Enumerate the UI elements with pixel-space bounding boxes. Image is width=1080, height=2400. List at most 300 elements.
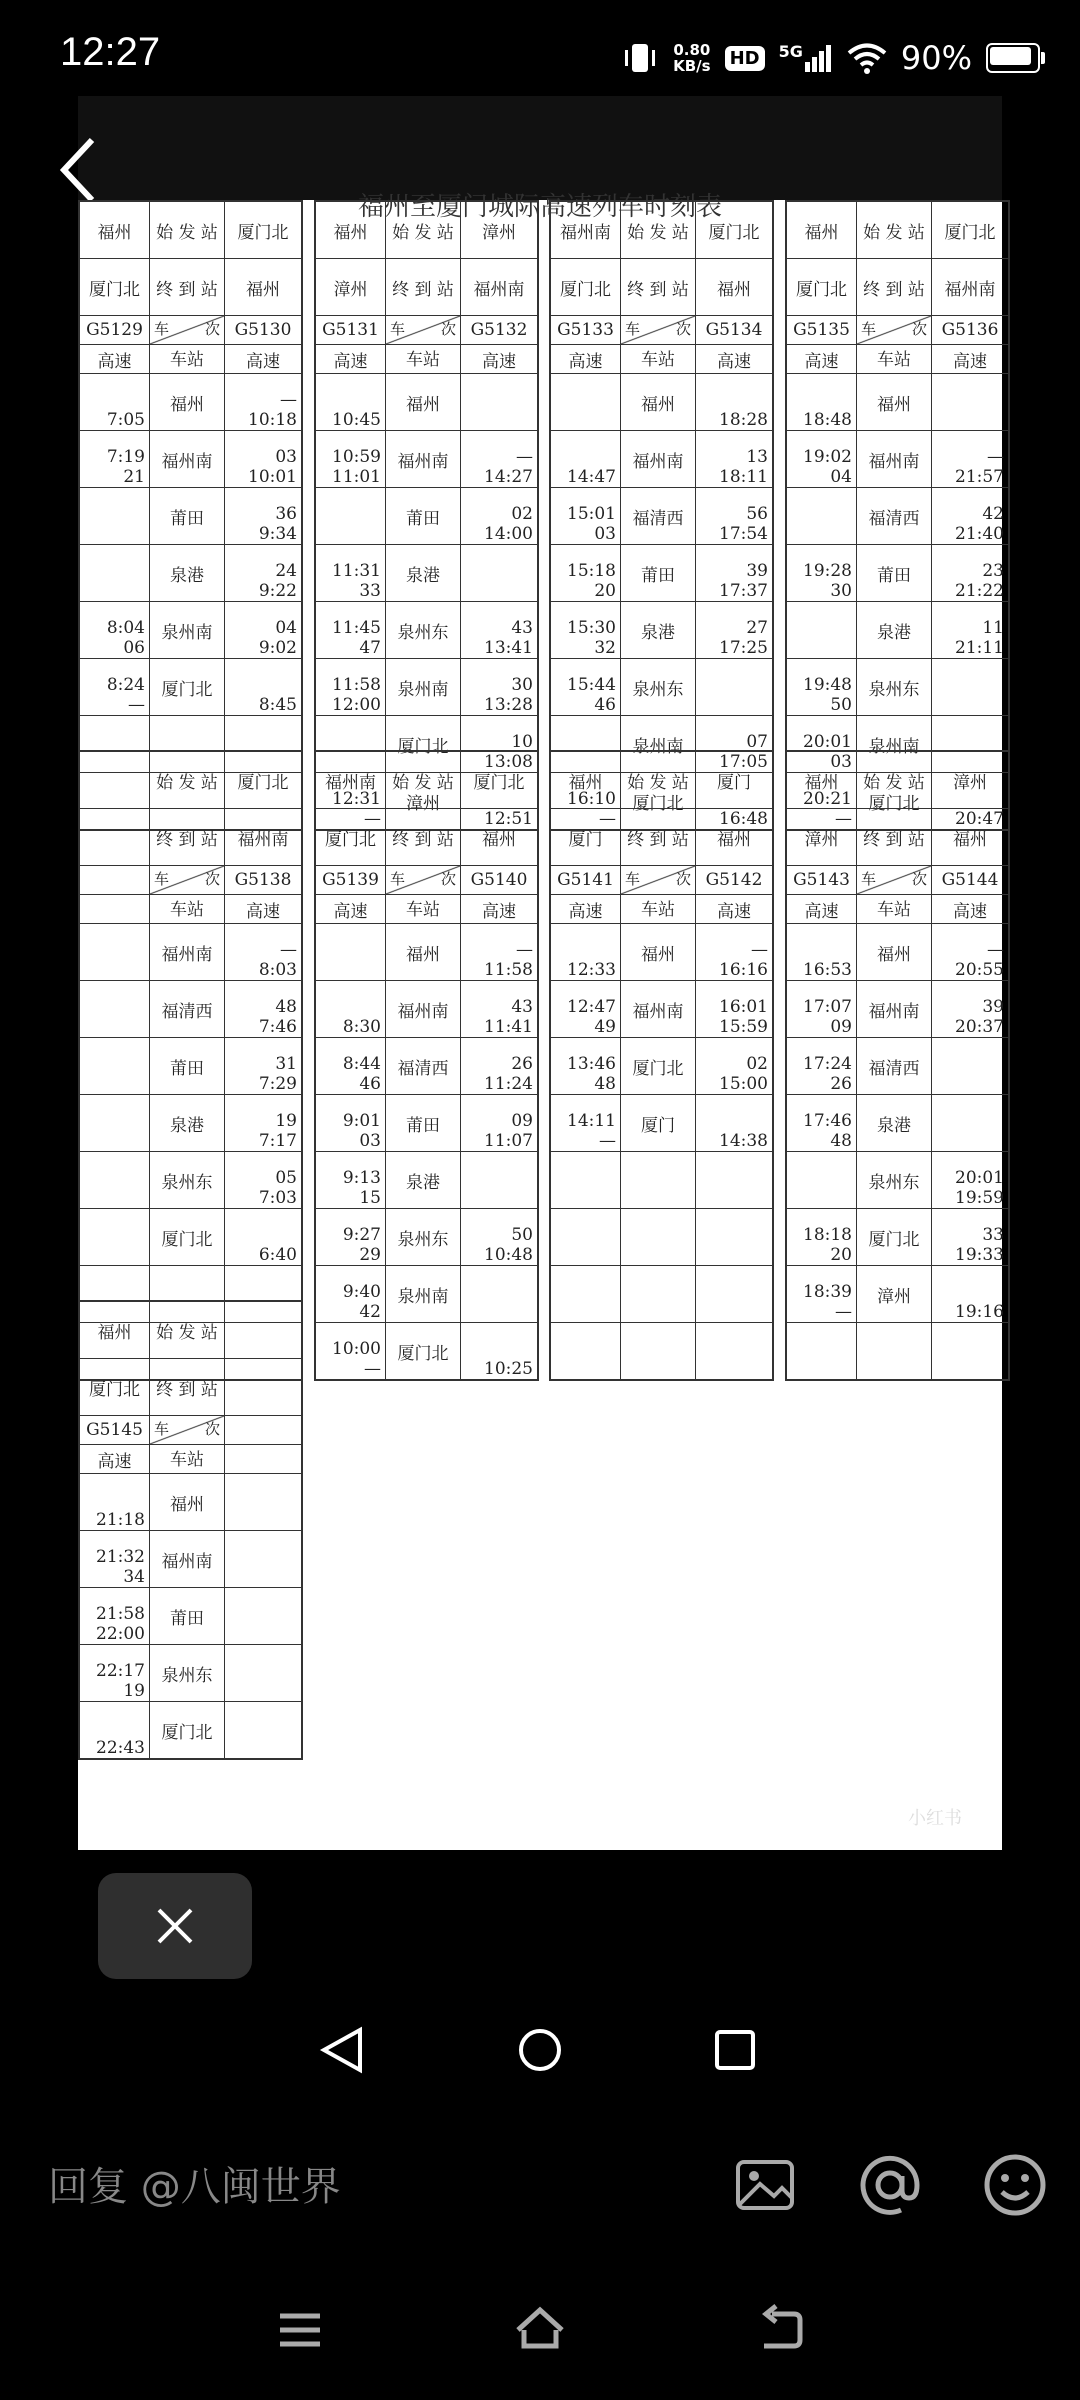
station-name: 厦门北 [621,1038,696,1094]
time-line: 13:46 [567,1054,616,1074]
arrival-departure-time [225,1038,301,1094]
time-line: 02 [746,1054,768,1074]
arrival-departure-time [461,1152,537,1208]
arrival-departure-time [316,488,386,544]
train-type: 高速 [80,345,150,373]
time-line: — [599,809,616,829]
station-name: 福州南 [621,431,696,487]
arrival-departure-time [225,1702,301,1758]
arrival-departure-time [461,374,537,430]
station-name: 厦门北 [150,1209,225,1265]
table-row [316,202,537,259]
time-line: 19:48 [803,675,852,695]
dest-station: 福州 [482,829,516,850]
station-name: 泉州东 [621,659,696,715]
station-name: 福清西 [857,488,932,544]
dest-station: 厦门北 [80,259,150,315]
train-type: 高速 [551,345,621,373]
time-line: 10:18 [248,410,297,430]
time-line: 8:04 [106,618,145,638]
table-row [551,1266,772,1323]
train-label: 车 [625,870,641,888]
time-line: 10:45 [332,410,381,430]
time-line: 20:37 [955,1017,1004,1037]
table-row [316,1323,537,1379]
train-number: G5143 [787,866,857,894]
number-label: 次 [675,870,691,888]
arrival-departure-time [225,1095,301,1151]
time-line: 20 [830,1245,852,1265]
table-row [316,602,537,659]
timetable-heading: 福州至厦门城际高速列车时刻表 [358,192,723,222]
table-row [80,1588,301,1645]
origin-station: 厦门北 [944,222,996,243]
arrival-departure-time [787,1266,857,1322]
origin-label: 始 发 站 [621,752,696,808]
dest-station: 福州南 [237,829,289,850]
table-row [787,488,1008,545]
time-line: 13:28 [484,695,533,715]
table-row [787,1152,1008,1209]
table-row [787,809,1008,866]
time-line: 21:18 [96,1510,145,1530]
time-line: 12:47 [567,997,616,1017]
arrival-departure-time [932,1095,1008,1151]
station-name: 福州南 [857,981,932,1037]
number-label: 次 [204,320,220,338]
image-icon[interactable] [730,2150,800,2220]
station-name: 泉州东 [386,1209,461,1265]
table-row [316,488,537,545]
station-name [857,1323,932,1379]
table-row [80,345,301,374]
number-label: 次 [204,870,220,888]
time-line: 7:19 [106,447,145,467]
timetable-image[interactable] [78,192,1004,1850]
station-name: 福州 [150,374,225,430]
table-row [316,752,537,809]
dest-label: 终 到 站 [150,809,225,865]
arrival-departure-time [551,488,621,544]
table-row [316,809,537,866]
train-number: G5140 [470,870,528,890]
arrival-departure-time [80,659,150,715]
arrival-departure-time [316,1095,386,1151]
timetable-block [78,750,303,1381]
arrival-departure-time [461,924,537,980]
time-line: 48 [275,997,297,1017]
table-row [316,895,537,924]
train-station-header-lower [857,895,932,923]
arrival-departure-time [787,545,857,601]
dest-label: 终 到 站 [621,259,696,315]
dest-label: 终 到 站 [857,259,932,315]
time-line: 8:45 [258,695,297,715]
arrival-departure-time [225,1645,301,1701]
origin-label: 始 发 站 [621,202,696,258]
origin-label: 始 发 站 [857,752,932,808]
arrival-departure-time [932,1266,1008,1322]
train-station-header-lower [621,345,696,373]
train-station-header [857,316,932,370]
station-name: 莆田 [150,488,225,544]
table-row [551,1323,772,1379]
arrival-departure-time [225,1152,301,1208]
station-name: 福州 [621,374,696,430]
time-line: 11:31 [332,561,381,581]
train-type: 高速 [717,351,751,372]
arrival-departure-time [696,981,772,1037]
table-row [80,1445,301,1474]
arrival-departure-time [787,374,857,430]
time-line: 20:01 [803,732,852,752]
table-row [551,809,772,866]
reply-input[interactable]: 回复 @八闽世界 [48,2164,341,2210]
table-row [787,752,1008,809]
table-row [551,659,772,716]
time-line: 17:46 [803,1111,852,1131]
time-line: 27 [746,618,768,638]
table-row [80,1038,301,1095]
arrival-departure-time [461,659,537,715]
train-type: 高速 [787,895,857,923]
time-line: 12:51 [484,809,533,829]
table-row [316,431,537,488]
station-label: 车站 [170,350,204,370]
origin-label: 始 发 站 [857,202,932,258]
arrival-departure-time [551,545,621,601]
table-row [80,981,301,1038]
time-line: 20:01 [955,1168,1004,1188]
time-line: 7:17 [258,1131,297,1151]
table-row [551,259,772,316]
time-line: 11:41 [484,1017,533,1037]
station-label: 车站 [406,900,440,920]
table-row [316,981,537,1038]
time-line: 21:58 [96,1604,145,1624]
time-line: — [599,1131,616,1151]
origin-station: 福州 [787,752,857,808]
arrival-departure-time [696,602,772,658]
time-line: 9:22 [258,581,297,601]
station-label: 车站 [641,900,675,920]
train-number [225,1416,301,1444]
back-arrow-icon[interactable] [52,130,108,210]
arrival-departure-time [787,488,857,544]
arrival-departure-time [696,545,772,601]
station-name: 泉州东 [857,1152,932,1208]
table-row [787,895,1008,924]
table-row [316,1266,537,1323]
arrival-departure-time [316,602,386,658]
arrival-departure-time [551,1209,621,1265]
train-type: 高速 [717,901,751,922]
station-name: 泉港 [386,1152,461,1208]
timetable-block [549,200,774,831]
origin-label: 始 发 站 [386,202,461,258]
time-line: 42 [359,1302,381,1322]
table-row [80,374,301,431]
origin-station [80,752,150,808]
station-name [621,1323,696,1379]
arrival-departure-time [225,924,301,980]
station-name: 福州 [857,924,932,980]
time-line: 9:13 [342,1168,381,1188]
arrival-departure-time [80,1209,150,1265]
emoji-icon[interactable] [980,2150,1050,2220]
train-type [80,895,150,923]
time-line: 21:57 [955,467,1004,487]
station-name: 福清西 [150,981,225,1037]
station-name: 泉港 [857,1095,932,1151]
time-line: 18:11 [719,467,768,487]
dest-station: 福州南 [473,279,525,300]
arrival-departure-time [80,1588,150,1644]
station-name: 厦门北 [386,716,461,772]
train-number [80,866,150,894]
time-line: 9:02 [258,638,297,658]
battery-percent: 90% [900,39,972,77]
time-line: 14:00 [484,524,533,544]
origin-station: 福州 [80,202,150,258]
arrival-departure-time [225,1531,301,1587]
time-line: 19 [275,1111,297,1131]
time-line: 43 [511,618,533,638]
origin-label: 始 发 站 [150,752,225,808]
time-line: 33 [982,1225,1004,1245]
nav-back-icon[interactable] [312,2020,372,2080]
time-line: 11:58 [332,675,381,695]
time-line: 17:05 [719,752,768,772]
station-name: 福州 [857,374,932,430]
time-line: 7:46 [258,1017,297,1037]
time-line: — [280,940,297,960]
arrival-departure-time [316,374,386,430]
arrival-departure-time [551,374,621,430]
time-line: 12:33 [567,960,616,980]
arrival-departure-time [932,924,1008,980]
station-name: 泉港 [386,545,461,601]
train-number: G5135 [787,316,857,344]
table-row [316,1209,537,1266]
table-row [316,1095,537,1152]
table-row [80,1702,301,1758]
time-line: 7:29 [258,1074,297,1094]
arrival-departure-time [80,1038,150,1094]
time-line: 21 [123,467,145,487]
time-line: 07 [746,732,768,752]
time-line: 16:48 [719,809,768,829]
timetable-block [549,750,774,1381]
close-button[interactable] [98,1873,252,1979]
station-label: 车站 [170,900,204,920]
arrival-departure-time [551,1323,621,1379]
timetable-block [785,200,1010,831]
arrival-departure-time [932,1152,1008,1208]
time-line: 15 [359,1188,381,1208]
time-line: 13:08 [484,752,533,772]
arrival-departure-time [316,1266,386,1322]
dest-station: 厦门北 [787,259,857,315]
table-row [80,1645,301,1702]
dest-label: 终 到 站 [150,259,225,315]
train-station-header-lower [150,895,225,923]
time-line: 03 [594,524,616,544]
arrival-departure-time [787,1038,857,1094]
station-name: 泉州东 [857,659,932,715]
time-line: 22:17 [96,1661,145,1681]
table-row [551,981,772,1038]
table-row [316,374,537,431]
train-label: 车 [625,320,641,338]
arrival-departure-time [316,1038,386,1094]
time-line: 03 [275,447,297,467]
arrival-departure-time [80,1702,150,1758]
arrival-departure-time [696,1266,772,1322]
arrival-departure-time [932,1323,1008,1379]
table-row [787,1095,1008,1152]
station-name: 福州南 [857,431,932,487]
table-row [787,1038,1008,1095]
arrival-departure-time [461,602,537,658]
time-line: 15:18 [567,561,616,581]
station-name: 莆田 [150,1588,225,1644]
time-line: — [364,809,381,829]
mention-icon[interactable] [855,2150,925,2220]
time-line: 8:24 [106,675,145,695]
table-row [787,345,1008,374]
time-line: 21:11 [955,638,1004,658]
train-number: G5132 [470,320,528,340]
arrival-departure-time [80,1531,150,1587]
train-type: 高速 [316,895,386,923]
time-line: 04 [830,467,852,487]
time-line: 48 [830,1131,852,1151]
hd-icon: HD [725,46,765,71]
train-label: 车 [154,1420,170,1438]
table-row [787,602,1008,659]
time-line: 47 [359,638,381,658]
menu-icon[interactable] [270,2300,330,2360]
station-name: 泉州南 [386,659,461,715]
time-line: 10:48 [484,1245,533,1265]
time-line: 16:53 [803,960,852,980]
train-station-header-lower [150,1445,225,1473]
arrival-departure-time [225,1209,301,1265]
time-line: 39 [982,997,1004,1017]
time-line: — [835,809,852,829]
station-name: 泉州东 [150,1645,225,1701]
arrival-departure-time [461,545,537,601]
arrival-departure-time [316,924,386,980]
table-row [80,602,301,659]
station-name: 莆田 [386,1095,461,1151]
time-line: 21:32 [96,1547,145,1567]
table-row [316,545,537,602]
arrival-departure-time [696,659,772,715]
time-line: 31 [275,1054,297,1074]
table-row [316,1152,537,1209]
table-row [316,345,537,374]
table-row [787,924,1008,981]
arrival-departure-time [80,1095,150,1151]
table-row [787,259,1008,316]
time-line: 17:37 [719,581,768,601]
arrival-departure-time [696,924,772,980]
station-name: 厦门北 [857,773,932,829]
arrival-departure-time [696,1152,772,1208]
time-line: 12:00 [332,695,381,715]
time-line: 03 [359,1131,381,1151]
time-line: 02 [511,504,533,524]
time-line: 39 [746,561,768,581]
table-row [551,345,772,374]
arrival-departure-time [461,1266,537,1322]
time-line: 6:40 [258,1245,297,1265]
time-line: 17:54 [719,524,768,544]
station-name: 福州 [150,1474,225,1530]
number-label: 次 [440,870,456,888]
arrival-departure-time [80,1152,150,1208]
table-row [787,1209,1008,1266]
train-number: G5141 [551,866,621,894]
arrival-departure-time [80,602,150,658]
time-line: 19:28 [803,561,852,581]
dest-station: 厦门北 [551,259,621,315]
timetable-block [78,1300,303,1760]
table-row [80,924,301,981]
station-name: 福清西 [386,1038,461,1094]
time-line: 14:38 [719,1131,768,1151]
arrival-departure-time [787,1095,857,1151]
table-row [80,1095,301,1152]
watermark: 小红书 [908,1808,962,1829]
time-line: 19 [123,1681,145,1701]
train-label: 车 [154,320,170,338]
time-line: — [987,940,1004,960]
nav-home-icon[interactable] [510,2020,570,2080]
time-line: 56 [746,504,768,524]
time-line: 9:27 [342,1225,381,1245]
time-line: 50 [830,695,852,715]
time-line: 8:30 [342,1017,381,1037]
arrival-departure-time [932,1038,1008,1094]
time-line: 15:00 [719,1074,768,1094]
cell-signal: 5G [779,44,833,72]
dest-station: 福州 [246,279,280,300]
time-line: 18:28 [719,410,768,430]
train-station-header [150,316,225,370]
home-icon[interactable] [510,2300,570,2360]
table-row [787,431,1008,488]
origin-station: 福州 [80,1302,150,1358]
train-station-header [621,866,696,920]
arrival-departure-time [551,1152,621,1208]
status-time: 12:27 [60,30,161,74]
time-line: — [835,1302,852,1322]
number-label: 次 [911,320,927,338]
arrival-departure-time [80,431,150,487]
table-row [551,895,772,924]
arrival-departure-time [80,1474,150,1530]
time-line: 11 [982,618,1004,638]
arrival-departure-time [225,659,301,715]
origin-station: 漳州 [482,222,516,243]
return-icon[interactable] [750,2300,810,2360]
train-number: G5131 [316,316,386,344]
arrival-departure-time [787,924,857,980]
nav-recents-icon[interactable] [705,2020,765,2080]
